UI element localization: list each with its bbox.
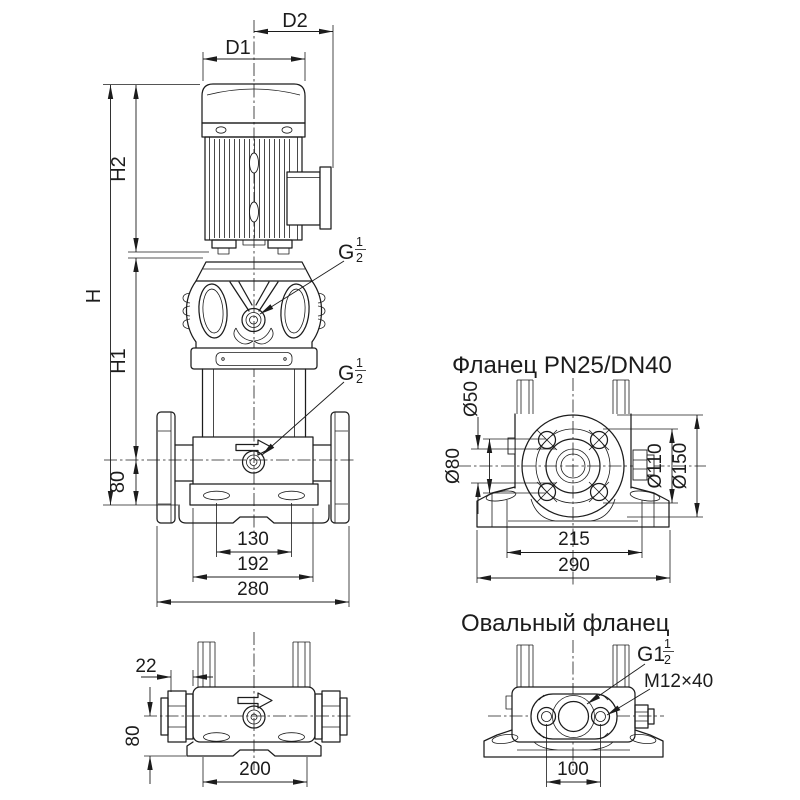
foundation-slot-right [629,489,660,503]
bolt-spec-label: M12×40 [644,671,714,692]
discharge-flange [331,412,349,523]
dim-label-d1: D1 [225,37,251,59]
motor [202,84,331,254]
dim-label-d150: Ø150 [670,442,691,490]
threaded-port-left [161,691,193,742]
dim-label-h1: H1 [108,348,130,374]
dim-label-280: 280 [237,579,269,600]
dim-label-d2: D2 [282,10,308,32]
svg-text:1: 1 [356,356,363,370]
dim-label-d110: Ø110 [645,443,666,489]
suction-flange [157,412,175,523]
dim-label-215: 215 [558,529,590,550]
flange-view-title: Фланец PN25/DN40 [452,352,672,379]
leader-line [607,689,650,715]
dim-label-130: 130 [237,529,269,550]
dim-label-100: 100 [557,759,589,780]
dim-label-d50: Ø50 [461,381,482,417]
threaded-port-right [315,691,347,742]
svg-text:G: G [338,241,355,264]
dim-label-290: 290 [558,555,590,576]
drain-plug [243,451,265,473]
dim-label-80: 80 [123,725,144,747]
dim-label-22: 22 [135,656,157,677]
leader-line [262,382,344,455]
foundation-slot-left [485,489,516,503]
oval-flange-view [461,610,713,787]
thread-callout-drain [262,356,366,455]
svg-text:1: 1 [664,637,671,651]
oval-view-title: Овальный фланец [461,610,670,637]
svg-text:2: 2 [356,372,363,386]
side-port-boss [635,705,648,728]
leader-line [587,664,645,704]
svg-text:G: G [338,362,355,385]
terminal-box [287,172,320,225]
main-view [83,10,366,607]
oval-flange [531,694,617,739]
dim-label-200: 200 [239,759,271,780]
pump-base [157,412,349,523]
dim-label-h2: H2 [108,156,130,182]
svg-text:G1: G1 [637,643,666,666]
bolt-spec-callout [607,671,713,715]
svg-text:2: 2 [356,251,363,265]
vent-plug [242,309,265,332]
dim-label-192: 192 [237,554,269,575]
thread-callout-top [260,235,366,314]
dim-label-h: H [83,288,105,304]
dim-label-80: 80 [107,470,129,494]
coupling-window-left [197,283,229,339]
svg-text:1: 1 [356,235,363,249]
flange-view [443,352,706,586]
bottom-view [123,632,352,787]
dim-label-d80: Ø80 [443,448,464,484]
svg-text:2: 2 [664,653,671,667]
